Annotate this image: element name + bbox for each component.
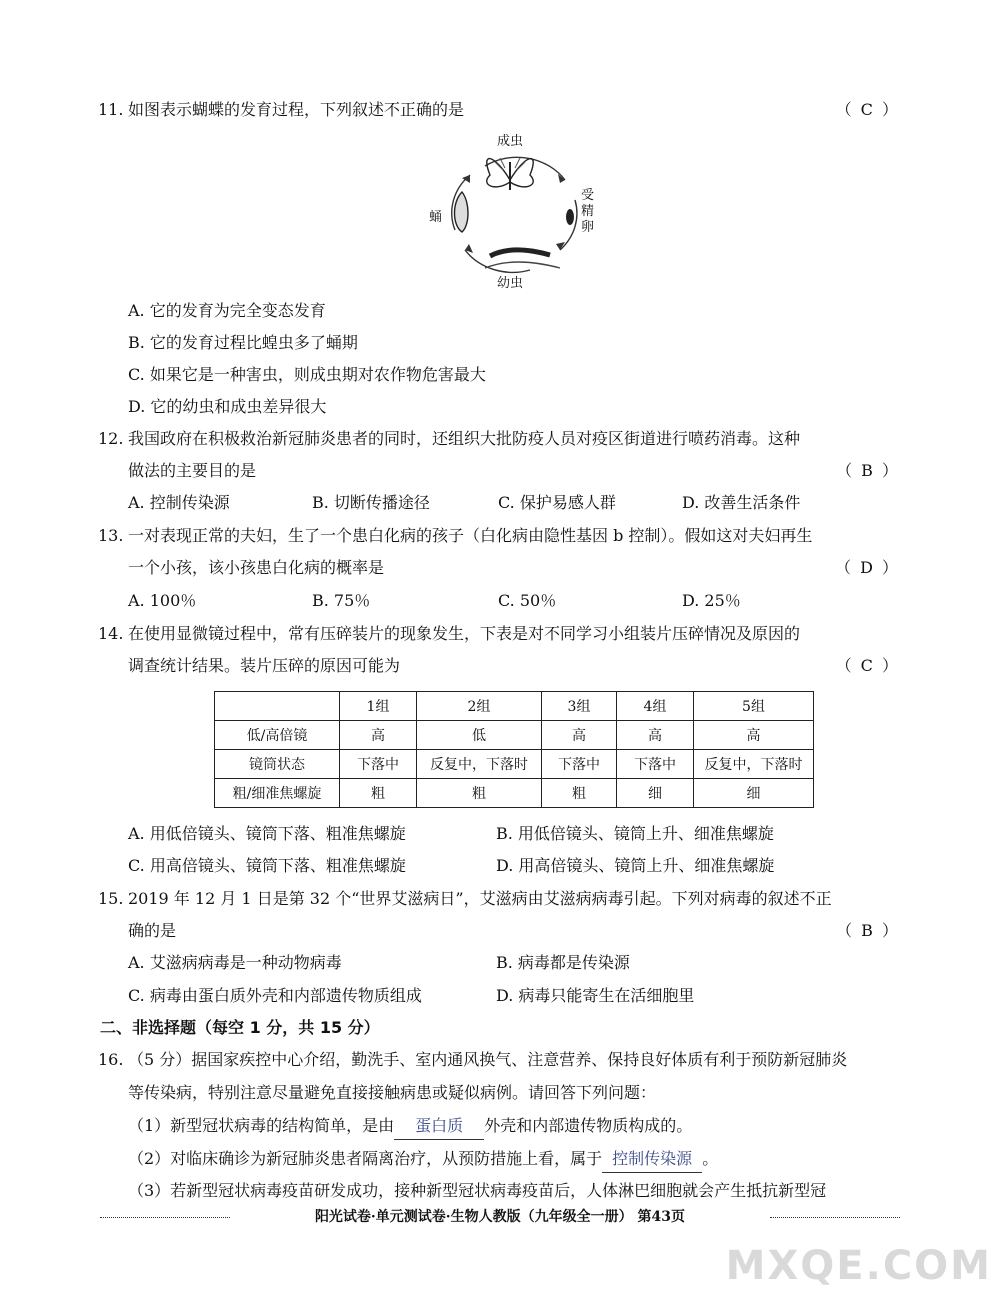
table-cell: 反复中，下落时 bbox=[417, 750, 542, 779]
table-header-cell: 3组 bbox=[542, 692, 617, 721]
q14-stem-line2 bbox=[128, 653, 900, 679]
table-row bbox=[215, 721, 814, 750]
table-header-cell: 5组 bbox=[694, 692, 814, 721]
butterfly-life-cycle-figure bbox=[425, 130, 595, 290]
table-cell: 粗 bbox=[417, 779, 542, 808]
figure-label-pupa: 蛹 bbox=[429, 210, 443, 225]
q15-number: 15. bbox=[98, 889, 124, 908]
footer-dots-left bbox=[100, 1217, 230, 1218]
q16-stem-line2 bbox=[128, 1080, 900, 1106]
page-footer bbox=[100, 1206, 900, 1230]
q13-options bbox=[0, 588, 1000, 614]
table-cell: 反复中，下落时 bbox=[694, 750, 814, 779]
q11-answer: （ C ） bbox=[835, 100, 900, 119]
q13-stem1: 一对表现正常的夫妇，生了一个患白化病的孩子（白化病由隐性基因 b 控制）。假如这对夫妇再生 bbox=[128, 526, 813, 545]
table-header-cell: 1组 bbox=[340, 692, 417, 721]
q16-part1: （1）新型冠状病毒的结构简单，是由 蛋白质 外壳和内部遗传物质构成的。 bbox=[128, 1113, 900, 1139]
footer-text: 阳光试卷·单元测试卷·生物人教版（九年级全一册） 第43页 bbox=[314, 1209, 686, 1225]
q15-option-c: C. 病毒由蛋白质外壳和内部遗传物质组成 bbox=[128, 986, 422, 1005]
q12-option-c: C. 保护易感人群 bbox=[498, 493, 616, 512]
q13-option-d: D. 25％ bbox=[682, 591, 741, 610]
q11-option-a: A. 它的发育为完全变态发育 bbox=[128, 301, 326, 320]
q15-option-b: B. 病毒都是传染源 bbox=[496, 953, 630, 972]
table-cell: 细 bbox=[617, 779, 694, 808]
table-header-cell bbox=[215, 692, 340, 721]
microscope-survey-table bbox=[214, 691, 814, 808]
q12-options bbox=[0, 490, 1000, 516]
figure-label-egg: 受精卵 bbox=[581, 188, 595, 235]
q12-answer: （ B ） bbox=[836, 461, 900, 480]
q16-part3: （3）若新型冠状病毒疫苗研发成功，接种新型冠状病毒疫苗后，人体淋巴细胞就会产生抵抗新型冠 bbox=[128, 1181, 827, 1200]
q15-stem1: 2019 年 12 月 1 日是第 32 个“世界艾滋病日”，艾滋病由艾滋病病毒引起。下列对病毒的叙述不正 bbox=[128, 889, 832, 908]
q13-answer: （ D ） bbox=[834, 558, 900, 577]
q12-stem-line2 bbox=[128, 458, 900, 484]
q15-option-d: D. 病毒只能寄生在活细胞里 bbox=[496, 986, 695, 1005]
table-cell: 粗 bbox=[340, 779, 417, 808]
q14-options-row2 bbox=[0, 853, 1000, 879]
q11-option-d: D. 它的幼虫和成虫差异很大 bbox=[128, 397, 327, 416]
q12-stem1: 我国政府在积极救治新冠肺炎患者的同时，还组织大批防疫人员对疫区街道进行喷药消毒。这种 bbox=[128, 429, 801, 448]
q13-option-c: C. 50％ bbox=[498, 591, 557, 610]
q11-stem-line bbox=[98, 97, 900, 123]
larva-icon bbox=[485, 250, 560, 268]
figure-label-larva: 幼虫 bbox=[497, 276, 524, 291]
q12-stem2: 做法的主要目的是 bbox=[128, 461, 257, 480]
table-cell: 高 bbox=[340, 721, 417, 750]
q16-stem1: （5 分）据国家疾控中心介绍，勤洗手、室内通风换气、注意营养、保持良好体质有利于预防新冠肺炎 bbox=[128, 1050, 848, 1069]
q12-option-a: A. 控制传染源 bbox=[128, 493, 230, 512]
table-cell: 低 bbox=[417, 721, 542, 750]
q14-option-b: B. 用低倍镜头、镜筒上升、细准焦螺旋 bbox=[496, 824, 774, 843]
q16-part2: （2）对临床确诊为新冠肺炎患者隔离治疗，从预防措施上看，属于 控制传染源 。 bbox=[128, 1146, 900, 1172]
q14-stem1: 在使用显微镜过程中，常有压碎装片的现象发生，下表是对不同学习小组装片压碎情况及原因的 bbox=[128, 624, 801, 643]
q16-number: 16. bbox=[98, 1050, 124, 1069]
q11-number: 11. bbox=[98, 100, 124, 119]
q11-option-c: C. 如果它是一种害虫，则成虫期对农作物危害最大 bbox=[128, 365, 486, 384]
butterfly-icon bbox=[487, 158, 533, 190]
q14-option-d: D. 用高倍镜头、镜筒上升、细准焦螺旋 bbox=[496, 856, 775, 875]
section-heading: 二、非选择题（每空 1 分，共 15 分） bbox=[100, 1018, 380, 1037]
q16-blank-2[interactable]: 控制传染源 bbox=[602, 1146, 702, 1173]
table-row bbox=[215, 779, 814, 808]
q15-stem-line2 bbox=[128, 918, 900, 944]
q15-options-row2 bbox=[0, 983, 1000, 1009]
figure-label-adult: 成虫 bbox=[497, 134, 524, 149]
q12-stem-line1 bbox=[98, 426, 900, 452]
q14-option-c: C. 用高倍镜头、镜筒下落、粗准焦螺旋 bbox=[128, 856, 406, 875]
q15-stem-line1 bbox=[98, 886, 900, 912]
q14-option-a: A. 用低倍镜头、镜筒下落、粗准焦螺旋 bbox=[128, 824, 406, 843]
table-cell: 高 bbox=[542, 721, 617, 750]
q15-stem2: 确的是 bbox=[128, 921, 177, 940]
footer-dots-right bbox=[770, 1217, 900, 1218]
pupa-icon bbox=[455, 192, 469, 232]
life-cycle-svg bbox=[425, 130, 595, 290]
q13-option-a: A. 100％ bbox=[128, 591, 197, 610]
q16-blank-1[interactable]: 蛋白质 bbox=[394, 1113, 484, 1140]
table-cell: 细 bbox=[694, 779, 814, 808]
q14-stem2: 调查统计结果。装片压碎的原因可能为 bbox=[128, 656, 401, 675]
table-cell: 粗 bbox=[542, 779, 617, 808]
egg-icon bbox=[566, 209, 574, 225]
q14-stem-line1 bbox=[98, 621, 900, 647]
q13-stem-line1 bbox=[98, 523, 900, 549]
table-cell: 粗/细准焦螺旋 bbox=[215, 779, 340, 808]
table-cell: 下落中 bbox=[542, 750, 617, 779]
q15-options-row1 bbox=[0, 950, 1000, 976]
q13-option-b: B. 75％ bbox=[312, 591, 371, 610]
q13-stem-line2 bbox=[128, 555, 900, 581]
q13-number: 13. bbox=[98, 526, 124, 545]
table-cell: 高 bbox=[694, 721, 814, 750]
table-header-cell: 4组 bbox=[617, 692, 694, 721]
table-cell: 下落中 bbox=[340, 750, 417, 779]
q11-option-b: B. 它的发育过程比蝗虫多了蛹期 bbox=[128, 333, 358, 352]
q16-stem-line1 bbox=[98, 1047, 900, 1073]
table-header-row bbox=[215, 692, 814, 721]
q15-answer: （ B ） bbox=[836, 921, 900, 940]
table-cell: 高 bbox=[617, 721, 694, 750]
q13-stem2: 一个小孩，该小孩患白化病的概率是 bbox=[128, 558, 385, 577]
q14-answer: （ C ） bbox=[835, 656, 900, 675]
q16-stem2: 等传染病，特别注意尽量避免直接接触病患或疑似病例。请回答下列问题： bbox=[128, 1083, 657, 1102]
q11-stem: 如图表示蝴蝶的发育过程，下列叙述不正确的是 bbox=[128, 100, 465, 119]
table-row bbox=[215, 750, 814, 779]
q12-number: 12. bbox=[98, 429, 124, 448]
q15-option-a: A. 艾滋病病毒是一种动物病毒 bbox=[128, 953, 342, 972]
q12-option-d: D. 改善生活条件 bbox=[682, 493, 801, 512]
q14-number: 14. bbox=[98, 624, 124, 643]
table-cell: 低/高倍镜 bbox=[215, 721, 340, 750]
table-cell: 下落中 bbox=[617, 750, 694, 779]
q14-options-row1 bbox=[0, 821, 1000, 847]
watermark: MXQE.COM bbox=[725, 1243, 992, 1289]
table-cell: 镜筒状态 bbox=[215, 750, 340, 779]
q12-option-b: B. 切断传播途径 bbox=[312, 493, 430, 512]
table-header-cell: 2组 bbox=[417, 692, 542, 721]
